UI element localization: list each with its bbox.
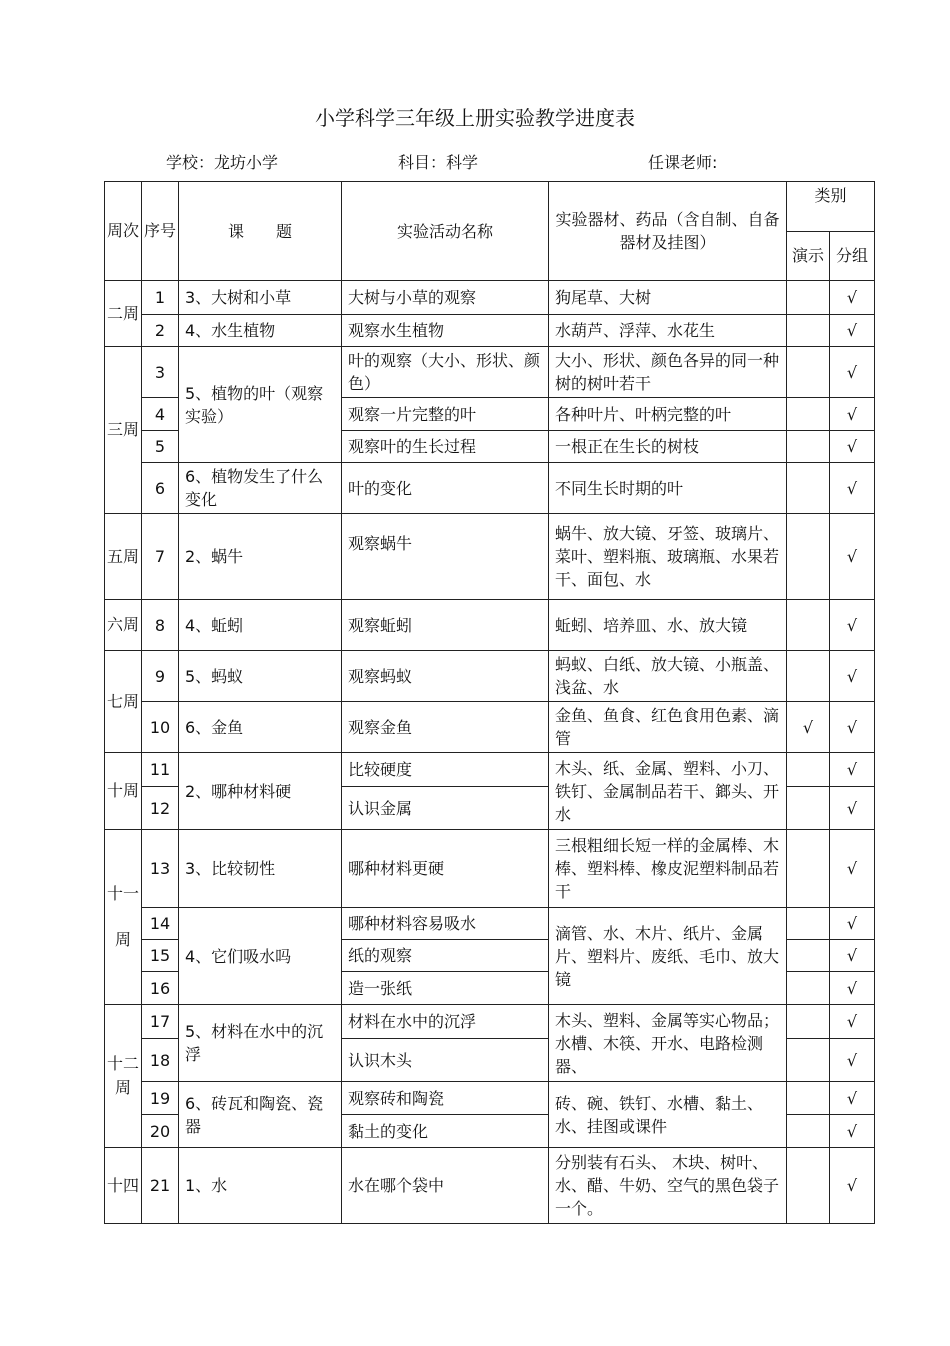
demo-cell bbox=[787, 651, 830, 702]
materials-cell: 大小、形状、颜色各异的同一种树的树叶若干 bbox=[549, 347, 787, 398]
seq-cell: 1 bbox=[142, 281, 179, 315]
school-label: 学校：龙坊小学 bbox=[166, 153, 279, 172]
seq-cell: 3 bbox=[142, 347, 179, 398]
activity-cell: 纸的观察 bbox=[342, 940, 549, 972]
week-cell: 三周 bbox=[105, 347, 142, 514]
materials-cell: 木头、塑料、金属等实心物品；水槽、木筷、开水、电路检测器、 bbox=[549, 1005, 787, 1082]
activity-cell: 大树与小草的观察 bbox=[342, 281, 549, 315]
week-cell: 十四 bbox=[105, 1148, 142, 1224]
group-cell: √ bbox=[830, 1005, 875, 1039]
activity-cell: 哪种材料更硬 bbox=[342, 830, 549, 908]
demo-cell bbox=[787, 940, 830, 972]
activity-cell: 观察蜗牛 bbox=[342, 514, 549, 600]
group-cell: √ bbox=[830, 431, 875, 463]
week-cell: 二周 bbox=[105, 281, 142, 347]
topic-cell: 1、水 bbox=[179, 1148, 342, 1224]
topic-cell: 3、比较韧性 bbox=[179, 830, 342, 908]
group-cell: √ bbox=[830, 1082, 875, 1115]
activity-cell: 叶的变化 bbox=[342, 463, 549, 514]
materials-cell: 分别装有石头、 木块、树叶、水、醋、牛奶、空气的黑色袋子一个。 bbox=[549, 1148, 787, 1224]
schedule-table bbox=[104, 181, 875, 1224]
demo-cell bbox=[787, 1148, 830, 1224]
activity-cell: 水在哪个袋中 bbox=[342, 1148, 549, 1224]
topic-cell: 3、大树和小草 bbox=[179, 281, 342, 315]
activity-cell: 叶的观察（大小、形状、颜色） bbox=[342, 347, 549, 398]
seq-cell: 7 bbox=[142, 514, 179, 600]
demo-cell bbox=[787, 972, 830, 1005]
topic-cell: 6、砖瓦和陶瓷、瓷器 bbox=[179, 1082, 342, 1148]
header-materials: 实验器材、药品（含自制、自备器材及挂图） bbox=[549, 182, 787, 281]
teacher-label: 任课老师: bbox=[648, 153, 718, 172]
group-cell: √ bbox=[830, 1039, 875, 1082]
materials-cell: 三根粗细长短一样的金属棒、木棒、塑料棒、橡皮泥塑料制品若干 bbox=[549, 830, 787, 908]
topic-cell: 2、哪种材料硬 bbox=[179, 753, 342, 830]
week-cell: 七周 bbox=[105, 651, 142, 753]
topic-cell: 6、植物发生了什么变化 bbox=[179, 463, 342, 514]
demo-cell: √ bbox=[787, 702, 830, 753]
group-cell: √ bbox=[830, 753, 875, 787]
activity-cell: 观察蚯蚓 bbox=[342, 600, 549, 651]
activity-cell: 造一张纸 bbox=[342, 972, 549, 1005]
materials-cell: 蚯蚓、培养皿、水、放大镜 bbox=[549, 600, 787, 651]
seq-cell: 13 bbox=[142, 830, 179, 908]
group-cell: √ bbox=[830, 514, 875, 600]
demo-cell bbox=[787, 1082, 830, 1115]
group-cell: √ bbox=[830, 908, 875, 940]
activity-cell: 比较硬度 bbox=[342, 753, 549, 787]
demo-cell bbox=[787, 431, 830, 463]
materials-cell: 狗尾草、大树 bbox=[549, 281, 787, 315]
group-cell: √ bbox=[830, 972, 875, 1005]
topic-cell: 4、它们吸水吗 bbox=[179, 908, 342, 1005]
group-cell: √ bbox=[830, 830, 875, 908]
activity-cell: 观察叶的生长过程 bbox=[342, 431, 549, 463]
seq-cell: 9 bbox=[142, 651, 179, 702]
seq-cell: 2 bbox=[142, 315, 179, 347]
demo-cell bbox=[787, 463, 830, 514]
topic-cell: 5、蚂蚁 bbox=[179, 651, 342, 702]
demo-cell bbox=[787, 600, 830, 651]
seq-cell: 4 bbox=[142, 398, 179, 431]
week-cell: 十二周 bbox=[105, 1005, 142, 1148]
group-cell: √ bbox=[830, 398, 875, 431]
week-cell: 十一周 bbox=[105, 830, 142, 1005]
materials-cell: 砖、碗、铁钉、水槽、黏土、水、挂图或课件 bbox=[549, 1082, 787, 1148]
topic-cell: 2、蜗牛 bbox=[179, 514, 342, 600]
seq-cell: 6 bbox=[142, 463, 179, 514]
demo-cell bbox=[787, 1005, 830, 1039]
activity-cell: 黏土的变化 bbox=[342, 1115, 549, 1148]
group-cell: √ bbox=[830, 651, 875, 702]
seq-cell: 10 bbox=[142, 702, 179, 753]
demo-cell bbox=[787, 787, 830, 830]
topic-cell: 4、蚯蚓 bbox=[179, 600, 342, 651]
group-cell: √ bbox=[830, 347, 875, 398]
group-cell: √ bbox=[830, 940, 875, 972]
seq-cell: 11 bbox=[142, 753, 179, 787]
page-title: 小学科学三年级上册实验教学进度表 bbox=[315, 106, 635, 130]
topic-cell: 6、金鱼 bbox=[179, 702, 342, 753]
activity-cell: 观察蚂蚁 bbox=[342, 651, 549, 702]
seq-cell: 20 bbox=[142, 1115, 179, 1148]
group-cell: √ bbox=[830, 787, 875, 830]
group-cell: √ bbox=[830, 1115, 875, 1148]
group-cell: √ bbox=[830, 600, 875, 651]
demo-cell bbox=[787, 830, 830, 908]
group-cell: √ bbox=[830, 463, 875, 514]
demo-cell bbox=[787, 908, 830, 940]
seq-cell: 14 bbox=[142, 908, 179, 940]
seq-cell: 8 bbox=[142, 600, 179, 651]
demo-cell bbox=[787, 1039, 830, 1082]
seq-cell: 19 bbox=[142, 1082, 179, 1115]
header-category: 类别 bbox=[787, 182, 875, 232]
activity-cell: 观察水生植物 bbox=[342, 315, 549, 347]
week-cell: 六周 bbox=[105, 600, 142, 651]
topic-cell: 5、植物的叶（观察实验） bbox=[179, 347, 342, 463]
activity-cell: 观察金鱼 bbox=[342, 702, 549, 753]
materials-cell: 滴管、水、木片、纸片、金属片、塑料片、废纸、毛巾、放大镜 bbox=[549, 908, 787, 1005]
seq-cell: 16 bbox=[142, 972, 179, 1005]
subject-label: 科目：科学 bbox=[398, 153, 479, 172]
group-cell: √ bbox=[830, 1148, 875, 1224]
materials-cell: 不同生长时期的叶 bbox=[549, 463, 787, 514]
activity-cell: 观察砖和陶瓷 bbox=[342, 1082, 549, 1115]
demo-cell bbox=[787, 514, 830, 600]
activity-cell: 认识金属 bbox=[342, 787, 549, 830]
seq-cell: 18 bbox=[142, 1039, 179, 1082]
group-cell: √ bbox=[830, 702, 875, 753]
demo-cell bbox=[787, 1115, 830, 1148]
demo-cell bbox=[787, 347, 830, 398]
header-seq: 序号 bbox=[142, 182, 179, 281]
demo-cell bbox=[787, 753, 830, 787]
materials-cell: 各种叶片、叶柄完整的叶 bbox=[549, 398, 787, 431]
activity-cell: 材料在水中的沉浮 bbox=[342, 1005, 549, 1039]
demo-cell bbox=[787, 398, 830, 431]
materials-cell: 一根正在生长的树枝 bbox=[549, 431, 787, 463]
activity-cell: 观察一片完整的叶 bbox=[342, 398, 549, 431]
seq-cell: 12 bbox=[142, 787, 179, 830]
header-topic: 课 题 bbox=[179, 182, 342, 281]
seq-cell: 17 bbox=[142, 1005, 179, 1039]
seq-cell: 21 bbox=[142, 1148, 179, 1224]
group-cell: √ bbox=[830, 315, 875, 347]
materials-cell: 木头、纸、金属、塑料、小刀、铁钉、金属制品若干、鎯头、开水 bbox=[549, 753, 787, 830]
week-cell: 五周 bbox=[105, 514, 142, 600]
header-week: 周次 bbox=[105, 182, 142, 281]
materials-cell: 蜗牛、放大镜、牙签、玻璃片、菜叶、塑料瓶、玻璃瓶、水果若干、面包、水 bbox=[549, 514, 787, 600]
header-activity: 实验活动名称 bbox=[342, 182, 549, 281]
week-cell: 十周 bbox=[105, 753, 142, 830]
materials-cell: 水葫芦、浮萍、水花生 bbox=[549, 315, 787, 347]
activity-cell: 认识木头 bbox=[342, 1039, 549, 1082]
header-group: 分组 bbox=[830, 232, 875, 281]
activity-cell: 哪种材料容易吸水 bbox=[342, 908, 549, 940]
topic-cell: 4、水生植物 bbox=[179, 315, 342, 347]
topic-cell: 5、材料在水中的沉浮 bbox=[179, 1005, 342, 1082]
materials-cell: 蚂蚁、白纸、放大镜、小瓶盖、浅盆、水 bbox=[549, 651, 787, 702]
header-demo: 演示 bbox=[787, 232, 830, 281]
seq-cell: 5 bbox=[142, 431, 179, 463]
demo-cell bbox=[787, 281, 830, 315]
demo-cell bbox=[787, 315, 830, 347]
materials-cell: 金鱼、鱼食、红色食用色素、滴管 bbox=[549, 702, 787, 753]
seq-cell: 15 bbox=[142, 940, 179, 972]
group-cell: √ bbox=[830, 281, 875, 315]
